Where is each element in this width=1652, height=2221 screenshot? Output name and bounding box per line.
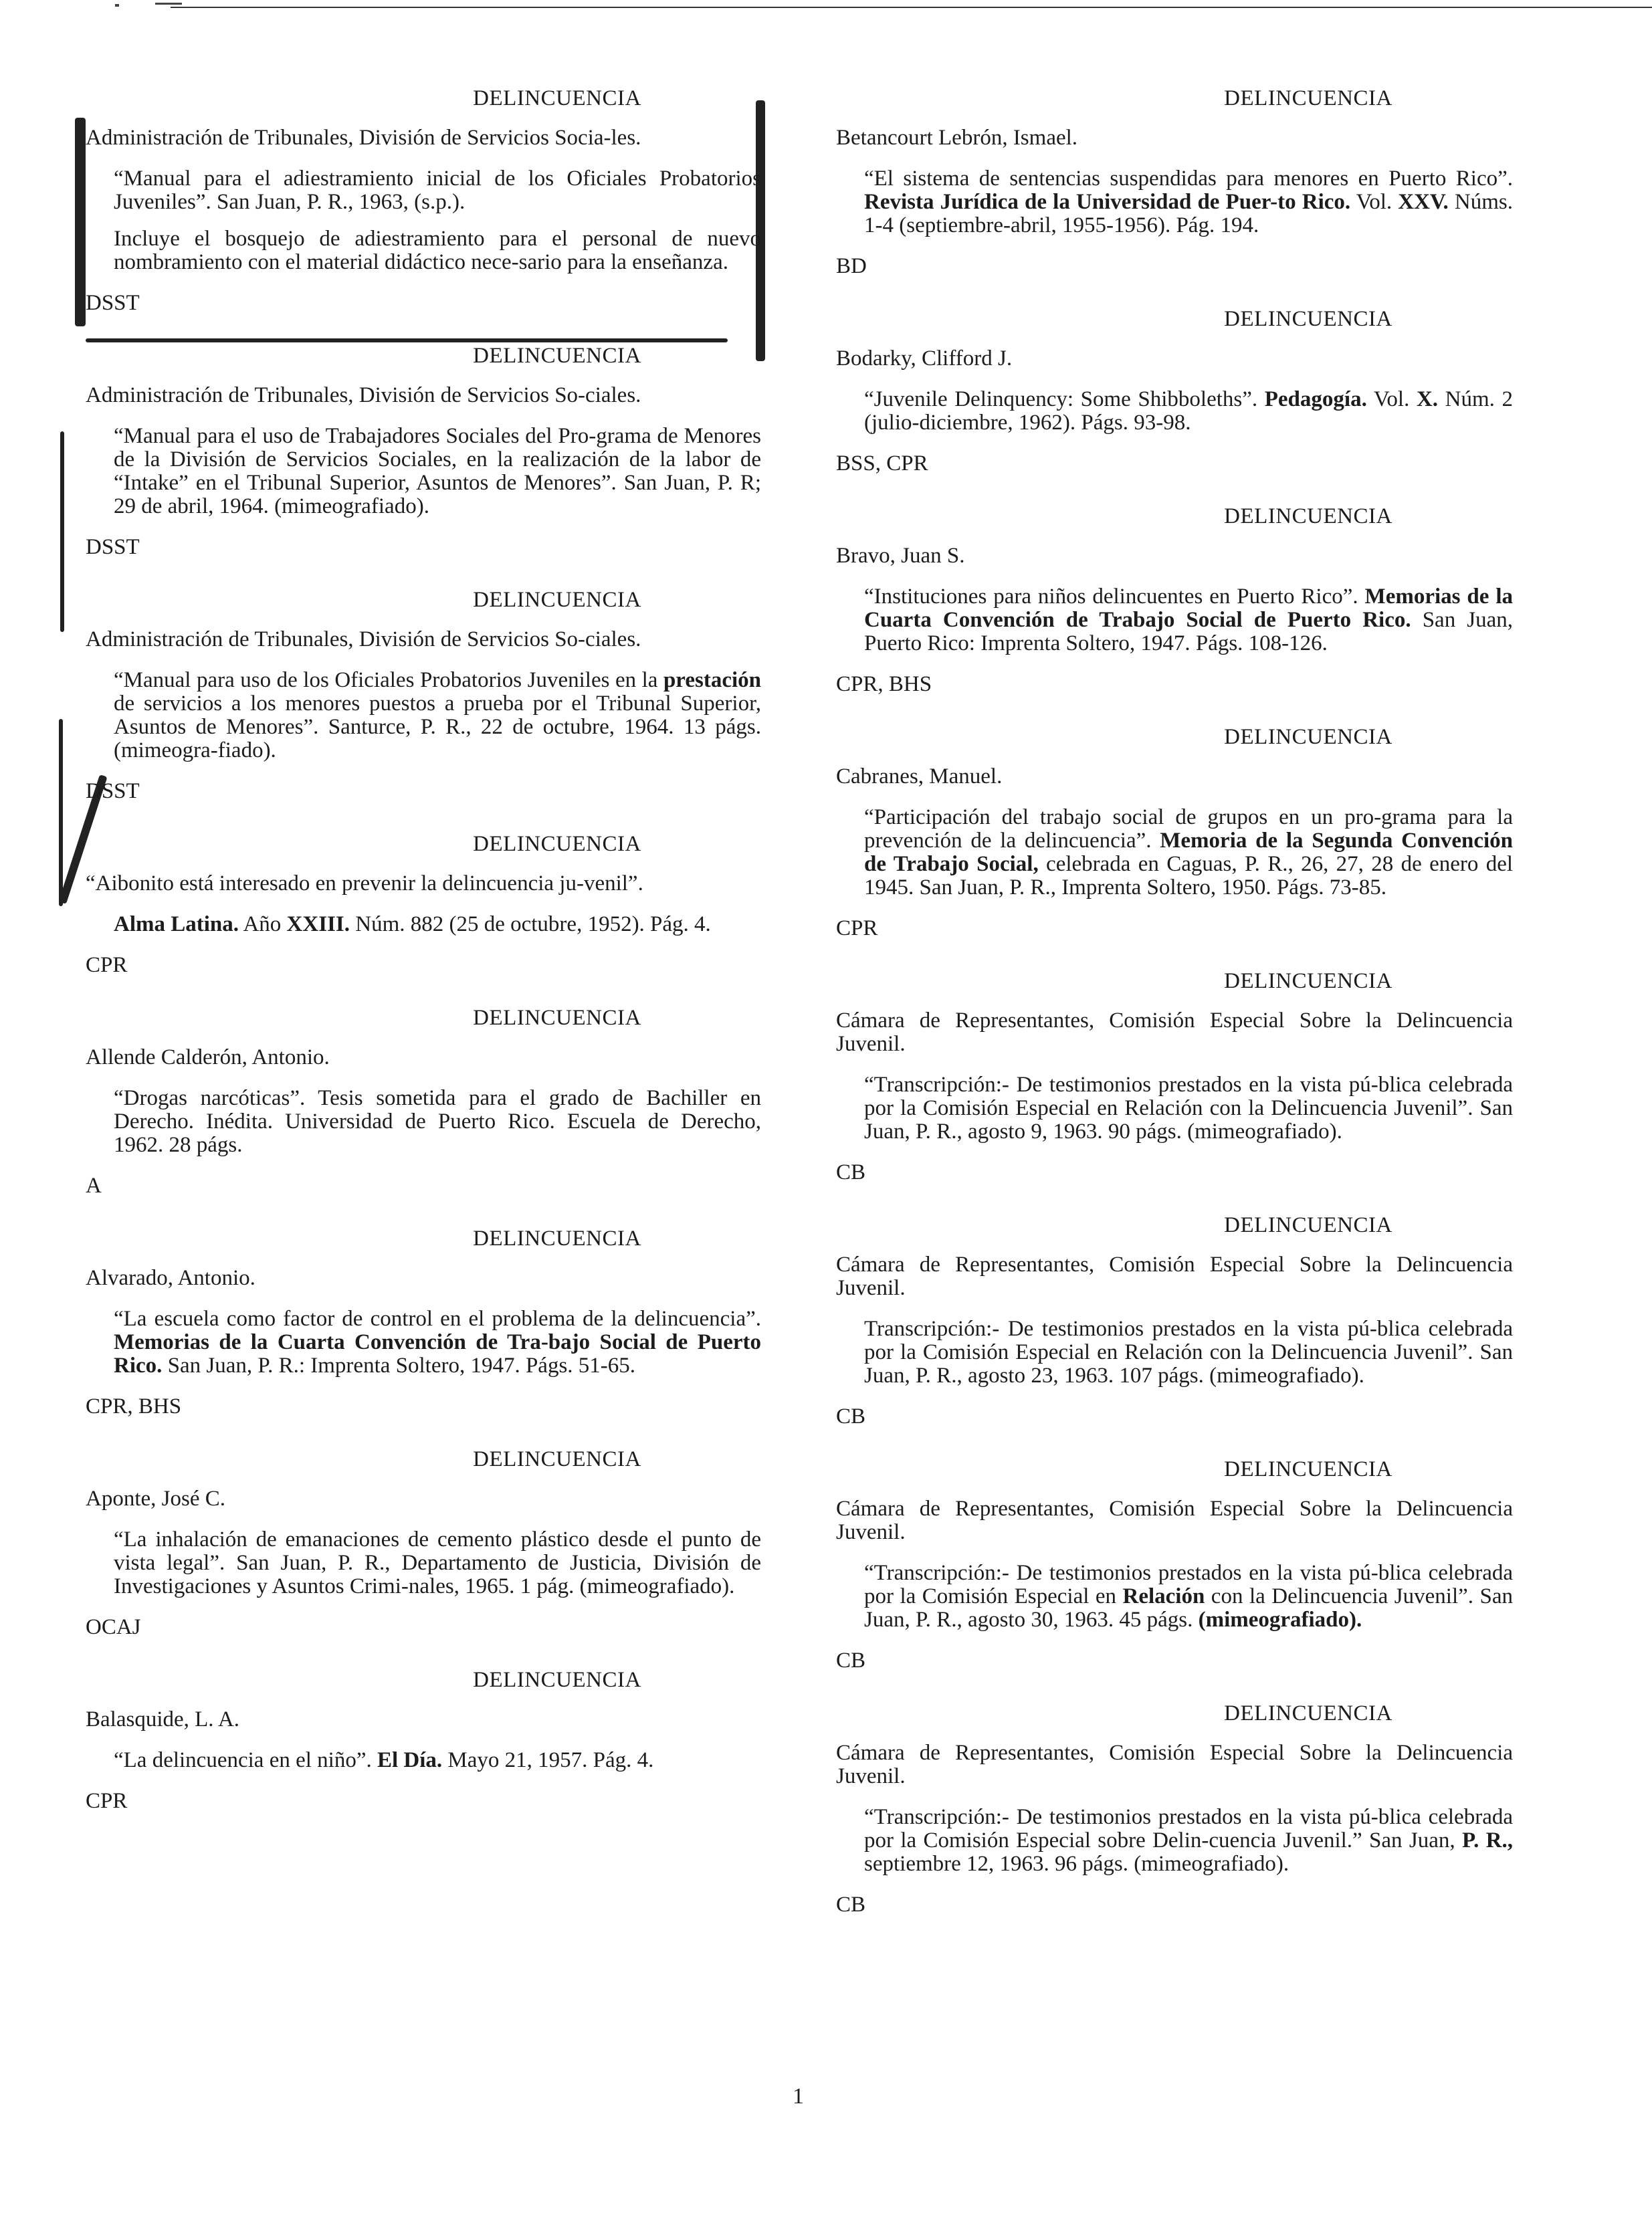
description-paragraph: [836, 1073, 1513, 1144]
bracket-mark: [75, 118, 86, 326]
bibliography-entry: [86, 1669, 761, 1813]
bibliography-entry: [86, 589, 761, 803]
bibliography-entry: [86, 1227, 761, 1418]
entry-author: Allende Calderón, Antonio.: [86, 1045, 330, 1069]
publication-title: Pedagogía.: [1264, 387, 1367, 411]
text-segment: “La escuela como factor de control en el problema de la delincuencia”.: [114, 1307, 761, 1331]
text-segment: Año: [239, 912, 287, 936]
text-segment: con la Delincuencia Juvenil”. San Juan, P. R., agosto 30, 1963. 45 págs.: [864, 1584, 1513, 1632]
text-segment: Núms. 1-4 (septiembre-abril, 1955-1956). Pág. 194.: [864, 190, 1513, 237]
publication-title: XXIII.: [286, 912, 350, 936]
text-segment: Vol.: [1366, 387, 1417, 411]
publication-title: Revista Jurídica de la Universidad de Puer-to Rico.: [864, 190, 1351, 214]
bibliography-entry: [836, 87, 1513, 278]
publication-title: P. R.,: [1461, 1828, 1513, 1853]
publication-title: Memoria de la Segunda Convención de Trabajo Social,: [864, 829, 1513, 876]
bibliography-entry: [86, 833, 761, 977]
bibliography-entry: [836, 970, 1513, 1184]
entry-description: [836, 1562, 1513, 1632]
entry-author: Aponte, José C.: [86, 1487, 225, 1511]
entry-author: Administración de Tribunales, División de Servicios So-ciales.: [86, 627, 641, 651]
description-paragraph: [86, 167, 761, 214]
text-segment: “La inhalación de emanaciones de cemento plástico desde el punto de vista legal”. San Juan, P. R., Departamento de Justicia, División de Investigaciones y Asuntos Crimi-nales, 1965. 1 pág. (mimeografiado).: [114, 1527, 761, 1598]
publication-title: Relación: [1122, 1584, 1205, 1608]
entry-heading: DELINCUENCIA: [473, 1668, 641, 1692]
publication-title: X.: [1416, 387, 1439, 411]
entry-location-code: CB: [836, 1893, 866, 1917]
text-segment: “Transcripción:- De testimonios prestados en la vista pú-blica celebrada por la Comisión Especial sobre Delin-cuencia Juvenil.” San Juan,: [864, 1805, 1513, 1853]
text-segment: San Juan, Puerto Rico: Imprenta Soltero, 1947. Págs. 108-126.: [864, 608, 1513, 655]
entry-heading: DELINCUENCIA: [1224, 1701, 1392, 1725]
entry-description: [836, 388, 1513, 435]
entry-author: Betancourt Lebrón, Ismael.: [836, 126, 1078, 150]
scan-speck: [155, 3, 182, 5]
publication-title: prestación: [663, 668, 761, 692]
entry-author: Administración de Tribunales, División de Servicios So-ciales.: [86, 383, 641, 407]
text-segment: celebrada en Caguas, P. R., 26, 27, 28 de enero del 1945. San Juan, P. R., Imprenta Soltero, 1950. Págs. 73-85.: [864, 852, 1514, 900]
text-segment: “Manual para el adiestramiento inicial de los Oficiales Probatorios Juveniles”. San Juan, P. R., 1963, (s.p.).: [114, 167, 761, 214]
entry-description: [86, 1307, 761, 1378]
entry-description: [86, 669, 761, 762]
bibliography-entry: [836, 308, 1513, 475]
description-paragraph: [836, 806, 1513, 900]
description-paragraph: [836, 1317, 1513, 1388]
text-segment: “Manual para el uso de Trabajadores Sociales del Pro-grama de Menores de la División de Servicios Sociales, en la realización de la labor de “Intake” en el Tribunal Superior, Asuntos de Menores”. San Juan, P. R; 29 de abril, 1964. (mimeografiado).: [114, 424, 761, 518]
publication-title: (mimeografiado).: [1198, 1608, 1362, 1632]
entry-location-code: DSST: [86, 535, 140, 559]
text-segment: “El sistema de sentencias suspendidas para menores en Puerto Rico”.: [864, 167, 1513, 191]
text-segment: Mayo 21, 1957. Pág. 4.: [442, 1748, 654, 1772]
description-paragraph: [86, 1307, 761, 1378]
text-segment: de servicios a los menores puestos a prueba por el Tribunal Superior, Asuntos de Menores”. Santurce, P. R., 22 de octubre, 1964. 13 págs. (mimeogra-fiado).: [114, 692, 761, 762]
top-rule: [171, 7, 1652, 8]
bracket-mark: [59, 719, 63, 906]
description-paragraph: [86, 913, 761, 936]
entry-description: [86, 913, 761, 936]
entry-author: Cámara de Representantes, Comisión Especial Sobre la Delincuencia Juvenil.: [836, 1009, 1513, 1056]
entry-heading: DELINCUENCIA: [1224, 1213, 1392, 1237]
entry-heading: DELINCUENCIA: [1224, 1457, 1392, 1481]
bibliography-entry: [836, 505, 1513, 696]
entry-heading: DELINCUENCIA: [473, 1227, 641, 1251]
bibliography-entry: [86, 1007, 761, 1198]
text-segment: “La delincuencia en el niño”.: [114, 1748, 377, 1772]
entry-heading: DELINCUENCIA: [1224, 86, 1392, 110]
text-segment: “Drogas narcóticas”. Tesis sometida para el grado de Bachiller en Derecho. Inédita. Universidad de Puerto Rico. Escuela de Derecho, 1962. 28 págs.: [114, 1086, 761, 1157]
entry-heading: DELINCUENCIA: [1224, 969, 1392, 993]
entry-description: [86, 167, 761, 274]
entry-description: [836, 167, 1513, 237]
bibliography-entry: [836, 1458, 1513, 1673]
entry-author: Cámara de Representantes, Comisión Especial Sobre la Delincuencia Juvenil.: [836, 1741, 1513, 1788]
entry-location-code: BSS, CPR: [836, 451, 928, 475]
text-segment: “Juvenile Delinquency: Some Shibboleths”.: [864, 387, 1265, 411]
publication-title: El Día.: [377, 1748, 443, 1772]
entry-heading: DELINCUENCIA: [1224, 725, 1392, 749]
text-segment: “Instituciones para niños delincuentes en Puerto Rico”.: [864, 585, 1365, 609]
entry-description: [86, 1528, 761, 1598]
description-paragraph: [836, 167, 1513, 237]
description-paragraph: [836, 388, 1513, 435]
bracket-mark: [60, 431, 64, 632]
entry-heading: DELINCUENCIA: [473, 588, 641, 612]
text-segment: Transcripción:- De testimonios prestados en la vista pú-blica celebrada por la Comisión Especial en Relación con la Delincuencia Juvenil”. San Juan, P. R., agosto 23, 1963. 107 págs. (mimeografiado).: [864, 1317, 1513, 1388]
description-paragraph: [86, 669, 761, 762]
entry-heading: DELINCUENCIA: [1224, 307, 1392, 331]
text-segment: “Manual para uso de los Oficiales Probatorios Juveniles en la: [114, 668, 663, 692]
entry-location-code: CPR, BHS: [836, 672, 932, 696]
entry-heading: DELINCUENCIA: [473, 1006, 641, 1030]
entry-location-code: OCAJ: [86, 1615, 141, 1639]
page-number: 1: [793, 2084, 804, 2109]
bibliography-entry: [86, 344, 761, 559]
publication-title: Memorias de la Cuarta Convención de Tra-bajo Social de Puerto Rico.: [114, 1330, 761, 1378]
entry-description: [836, 1317, 1513, 1388]
text-segment: Núm. 2 (julio-diciembre, 1962). Págs. 93-98.: [864, 387, 1514, 435]
entry-heading: DELINCUENCIA: [1224, 504, 1392, 528]
bibliography-entry: [86, 1448, 761, 1639]
entry-location-code: DSST: [86, 291, 140, 315]
bibliography-entry: [836, 726, 1513, 940]
entry-location-code: CB: [836, 1404, 866, 1429]
description-paragraph: [86, 1528, 761, 1598]
entry-location-code: CPR: [86, 1789, 128, 1813]
text-segment: “Participación del trabajo social de grupos en un pro-grama para la prevención de la delincuencia”.: [864, 805, 1513, 853]
text-segment: Núm. 882 (25 de octubre, 1952). Pág. 4.: [349, 912, 711, 936]
bibliography-entry: [86, 87, 761, 315]
description-paragraph: [836, 1806, 1513, 1876]
description-paragraph: [836, 585, 1513, 655]
entry-description: [86, 1087, 761, 1157]
text-segment: San Juan, P. R.: Imprenta Soltero, 1947. Págs. 51-65.: [162, 1354, 636, 1378]
text-segment: Vol.: [1350, 190, 1399, 214]
entry-description: [86, 1749, 761, 1772]
entry-location-code: BD: [836, 254, 867, 278]
entry-author: Cámara de Representantes, Comisión Especial Sobre la Delincuencia Juvenil.: [836, 1497, 1513, 1544]
bibliography-entry: [836, 1702, 1513, 1917]
entry-author: Alvarado, Antonio.: [86, 1266, 255, 1290]
text-segment: “Transcripción:- De testimonios prestados en la vista pú-blica celebrada por la Comisión Especial en: [864, 1561, 1513, 1608]
text-segment: Incluye el bosquejo de adiestramiento para el personal de nuevo nombramiento con el material didáctico nece-sario para la enseñanza.: [114, 227, 761, 274]
entry-location-code: CB: [836, 1649, 866, 1673]
publication-title: Alma Latina.: [114, 912, 239, 936]
description-paragraph: [86, 1749, 761, 1772]
entry-description: [836, 1806, 1513, 1876]
publication-title: XXV.: [1398, 190, 1449, 214]
entry-heading: DELINCUENCIA: [473, 86, 641, 110]
publication-title: Memorias de la Cuarta Convención de Trabajo Social de Puerto Rico.: [864, 585, 1514, 632]
scan-speck: [115, 4, 119, 7]
text-segment: “Transcripción:- De testimonios prestados en la vista pú-blica celebrada por la Comisión Especial en Relación con la Delincuencia Juvenil”. San Juan, P. R., agosto 9, 1963. 90 págs. (mimeografiado).: [864, 1073, 1513, 1144]
entry-location-code: CPR: [86, 953, 128, 977]
entry-author: Cámara de Representantes, Comisión Especial Sobre la Delincuencia Juvenil.: [836, 1253, 1513, 1300]
text-segment: septiembre 12, 1963. 96 págs. (mimeografiado).: [864, 1852, 1289, 1876]
entry-location-code: CPR, BHS: [86, 1394, 182, 1418]
description-paragraph: [86, 1087, 761, 1157]
entry-heading: DELINCUENCIA: [473, 1447, 641, 1471]
entry-author: Administración de Tribunales, División de Servicios Socia-les.: [86, 126, 641, 150]
entry-location-code: CB: [836, 1160, 866, 1184]
entry-heading: DELINCUENCIA: [473, 832, 641, 856]
entry-description: [836, 806, 1513, 900]
entry-description: [86, 425, 761, 518]
entry-location-code: A: [86, 1174, 102, 1198]
entry-author: Bodarky, Clifford J.: [836, 346, 1013, 371]
left-column: [86, 87, 761, 1842]
entry-author: Balasquide, L. A.: [86, 1707, 240, 1731]
entry-description: [836, 1073, 1513, 1144]
entry-location-code: CPR: [836, 916, 878, 940]
entry-description: [836, 585, 1513, 655]
entry-author: Cabranes, Manuel.: [836, 764, 1003, 788]
bibliography-entry: [836, 1214, 1513, 1429]
entry-author: Bravo, Juan S.: [836, 544, 965, 568]
right-column: [836, 87, 1513, 1946]
description-paragraph: [836, 1562, 1513, 1632]
entry-heading: DELINCUENCIA: [473, 344, 641, 368]
entry-location-code: DSST: [86, 779, 140, 803]
entry-author: “Aibonito está interesado en prevenir la delincuencia ju-venil”.: [86, 871, 643, 895]
description-paragraph: [86, 227, 761, 274]
description-paragraph: [86, 425, 761, 518]
